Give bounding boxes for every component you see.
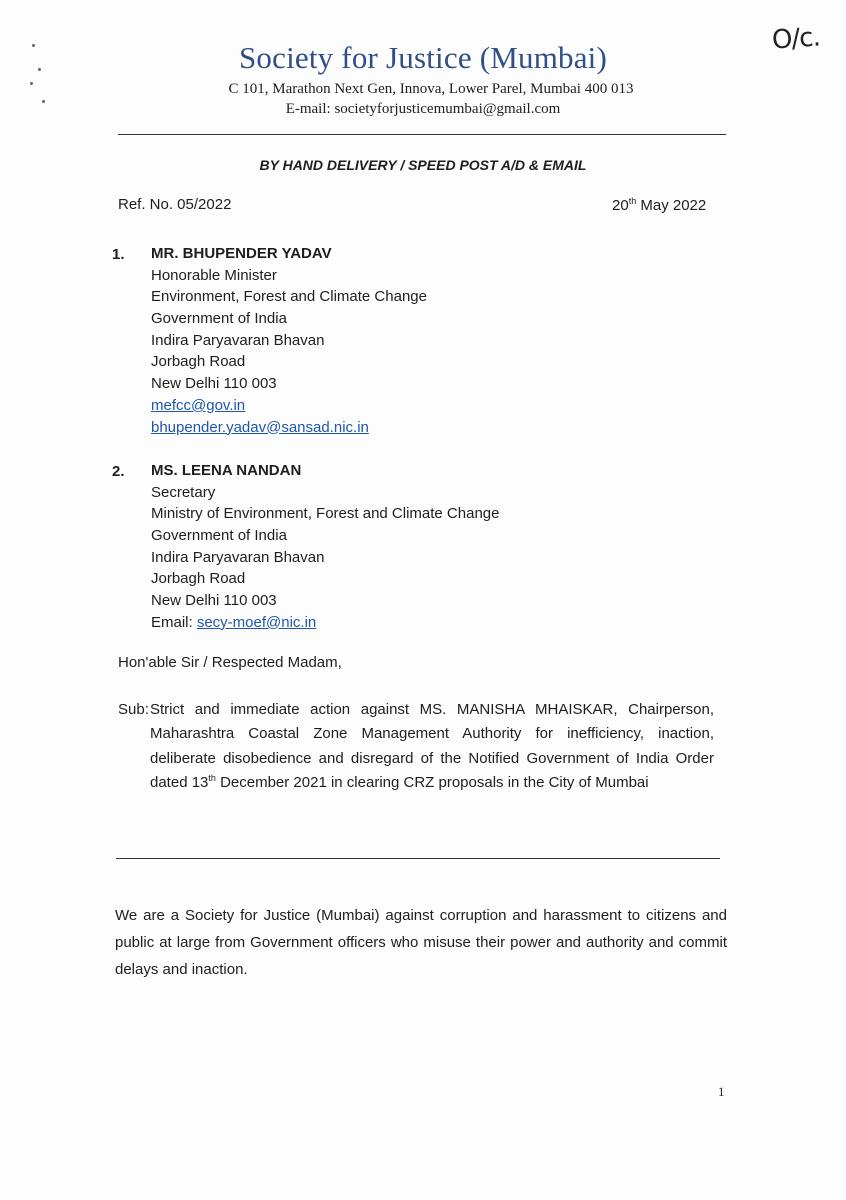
recipient-number: 1. xyxy=(112,246,125,263)
address-line: Indira Paryavaran Bhavan xyxy=(151,331,325,349)
recipient-number: 2. xyxy=(112,463,125,480)
address-line: Ministry of Environment, Forest and Climate Change xyxy=(151,505,500,523)
body-paragraph: We are a Society for Justice (Mumbai) against corruption and harassment to citizens and public at large from Government officers who misuse their power and authority and commit delays and inaction. xyxy=(115,907,727,978)
letter-date xyxy=(612,196,706,214)
delivery-mode: BY HAND DELIVERY / SPEED POST A/D & EMAIL xyxy=(259,157,587,173)
date-suffix: th xyxy=(628,196,637,206)
email-link[interactable]: mefcc@gov.in xyxy=(151,396,246,414)
address-line: Government of India xyxy=(151,527,287,545)
address-line: Secretary xyxy=(151,483,216,501)
date-rest: May 2022 xyxy=(636,197,707,214)
date-day: 20 xyxy=(612,197,629,214)
address-line: New Delhi 110 003 xyxy=(151,592,277,610)
recipient-address-block xyxy=(151,460,499,634)
salutation: Hon'able Sir / Respected Madam, xyxy=(118,654,342,671)
letterhead-email: E-mail: societyforjusticemumbai@gmail.com xyxy=(285,101,561,117)
subject-superscript: th xyxy=(208,772,216,783)
subject-text-part: Strict and immediate action against MS. MANISHA MHAISKAR, Chairperson, Maharashtra Coastal Zone Management Authority for inefficiency, inaction, deliberate disobedience and disregard of the Notified Government of India Order dated 13 xyxy=(150,701,714,791)
reference-number: Ref. No. 05/2022 xyxy=(118,196,232,213)
subject-text-part: December 2021 in clearing CRZ proposals in the City of Mumbai xyxy=(215,773,649,791)
letterhead-title: Society for Justice (Mumbai) xyxy=(238,40,608,75)
subject-block xyxy=(118,698,714,795)
subject-text xyxy=(150,698,714,795)
address-line: Government of India xyxy=(151,310,287,328)
email-link[interactable]: secy-moef@nic.in xyxy=(196,613,317,631)
handwritten-annotation: O/c. xyxy=(771,22,821,56)
address-line: Indira Paryavaran Bhavan xyxy=(151,548,325,566)
subject-divider xyxy=(116,858,720,859)
recipient-name: MS. LEENA NANDAN xyxy=(151,462,302,479)
email-label: Email: xyxy=(151,613,197,631)
email-link[interactable]: bhupender.yadav@sansad.nic.in xyxy=(151,418,369,436)
address-line: Jorbagh Road xyxy=(151,570,246,588)
address-line: Jorbagh Road xyxy=(151,353,246,371)
letterhead-address: C 101, Marathon Next Gen, Innova, Lower Parel, Mumbai 400 013 xyxy=(228,81,634,97)
letterhead-divider xyxy=(118,134,726,135)
recipient-address-block xyxy=(151,243,427,438)
recipient-name: MR. BHUPENDER YADAV xyxy=(151,245,332,262)
address-line: Honorable Minister xyxy=(151,266,277,284)
address-line: New Delhi 110 003 xyxy=(151,375,277,393)
page-number: 1 xyxy=(718,1084,725,1099)
subject-label: Sub: xyxy=(118,701,149,718)
address-line: Environment, Forest and Climate Change xyxy=(151,288,427,306)
